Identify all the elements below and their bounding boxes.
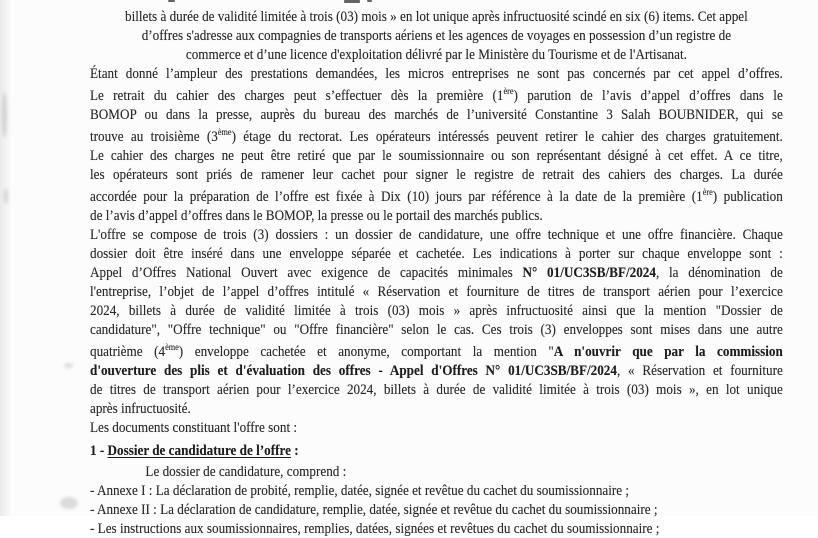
scan-artifact [64,363,73,368]
text-line [90,263,783,282]
heading-colon: : [290,442,299,459]
superscript: ème [165,343,179,353]
scan-artifact [2,92,7,138]
text-segment: , la dénomination de [655,264,783,281]
scan-artifact [344,0,360,3]
text-segment: après infructuosité. [90,400,191,417]
text-segment: candidature", "Offre technique" ou "Offre financière" selon le cas. Ces trois (3) enveloppes sont mises dans une autre [90,321,783,338]
text-segment: - Annexe I : La déclaration de probité, remplie, datée, signée et revêtue du cachet du soumissionnaire ; [90,482,630,499]
list-item [90,500,783,519]
text-line [90,45,783,64]
scan-edge-shadow [0,0,12,516]
text-segment: BOMOP ou dans la presse, auprès du bureau des marchés de l’université Constantine 3 Salah BOUBNIDER, qui se [90,106,783,123]
text-line [90,165,783,184]
superscript: ère [702,188,713,198]
list-item [90,519,783,538]
text-line [90,7,783,26]
text-line [90,105,783,124]
text-line [90,146,783,165]
text-segment: Les documents constituant l'offre sont : [90,419,298,436]
text-segment: ) enveloppe cachetée et anonyme, comportant la mention " [178,343,554,360]
text-segment: Le cahier des charges ne peut être retiré que par le soumissionnaire ou son représentant désigné à cet effet. A ce titre, [90,147,783,164]
text-segment: , « Réservation et fourniture [616,362,783,379]
text-line [90,225,783,244]
scan-artifact [168,0,175,2]
envelope-mention: d'ouverture des plis et d'évaluation des offres - Appel d'Offres N° 01/UC3SB/BF/2024 [90,362,617,379]
superscript: ème [217,128,232,138]
section-heading [90,441,783,460]
text-segment: les opérateurs sont priés de ramener leur cachet pour signer le registre de retrait des cahiers des charges. La durée [90,166,783,183]
text-segment: de titres de transport aérien pour l’exercice 2024, billets à durée de validité limitée à trois (03) mois », en lot unique [90,381,783,398]
text-segment: ) étage du rectorat. Les opérateurs intéressés peuvent retirer le cahier des charges gratuitement. [231,128,783,145]
scan-artifact [60,497,78,509]
text-segment: ) parution de l’avis d’appel d’offres dans le [513,87,783,104]
text-segment: Appel d’Offres National Ouvert avec exigence de capacités minimales [90,264,523,281]
text-line [90,380,783,399]
text-line [90,184,783,206]
text-segment: Le retrait du cahier des charges peut s’effectuer dès la première (1 [90,87,504,104]
text-segment: Étant donné l’ampleur des prestations demandées, les micros entreprises ne sont pas concernés par cet appel d’offres. [90,65,783,82]
text-segment: trouve au troisième (3 [90,128,218,145]
text-line [90,244,783,263]
heading-number: 1 - [90,442,108,459]
text-segment: l'entreprise, l’objet de l’appel d’offres intitulé « Réservation et fourniture de titres de transport aérien pour l’exercice [90,283,783,300]
text-line [90,339,783,361]
superscript: ère [503,87,514,97]
text-segment: - Annexe II : La déclaration de candidature, remplie, datée, signée et revêtue du cachet du soumissionnaire ; [90,501,658,518]
list-item [90,481,783,500]
text-line [90,282,783,301]
text-segment: dossier doit être inséré dans une enveloppe séparée et cachetée. Les indications à porter sur chaque enveloppe sont : [90,245,783,262]
scan-artifact [4,188,8,204]
text-line [90,64,783,83]
text-line [90,83,783,105]
text-segment: d’offres s'adresse aux compagnies de transports aériens et les agences de voyages en possession d’un registre de [141,27,732,44]
text-line [90,206,783,225]
scan-artifact [367,0,372,2]
text-line [90,462,783,481]
text-line [90,418,783,437]
text-line [90,124,783,146]
text-segment: 2024, billets à durée de validité limitée à trois (03) mois » après infructuosité ainsi que la mention "Dossier de [90,302,783,319]
text-segment: quatrième (4 [90,343,166,360]
heading-title: Dossier de candidature de l’offre [107,442,291,459]
text-line [90,361,783,380]
envelope-mention: A n'ouvrir que par la commission [553,343,783,360]
text-segment: ) publication [712,188,783,205]
text-line [90,26,783,45]
text-segment: de l’avis d’appel d’offres dans le BOMOP, la presse ou le portail des marchés publics. [90,207,543,224]
text-line [90,320,783,339]
text-segment: - Les instructions aux soumissionnaires, remplies, datées, signées et revêtues du cachet du soumissionnaire ; [90,520,660,537]
document-text-column [90,7,783,538]
tender-reference: N° 01/UC3SB/BF/2024 [522,264,656,281]
text-segment: accordée pour la préparation de l’offre est fixée à Dix (10) jours par référence à la date de la première (1 [90,188,703,205]
text-segment: Le dossier de candidature, comprend : [145,463,347,480]
text-line [90,301,783,320]
text-segment: L'offre se compose de trois (3) dossiers : un dossier de candidature, une offre technique et une offre financière. Chaque [90,226,783,243]
text-line [90,399,783,418]
text-segment: commerce et d’une licence d'exploitation délivré par le Ministère du Tourisme et de l'Artisanat. [185,46,687,63]
text-segment: billets à durée de validité limitée à trois (03) mois » en lot unique après infructuosité scindé en six (6) items. Cet appel [125,8,748,25]
